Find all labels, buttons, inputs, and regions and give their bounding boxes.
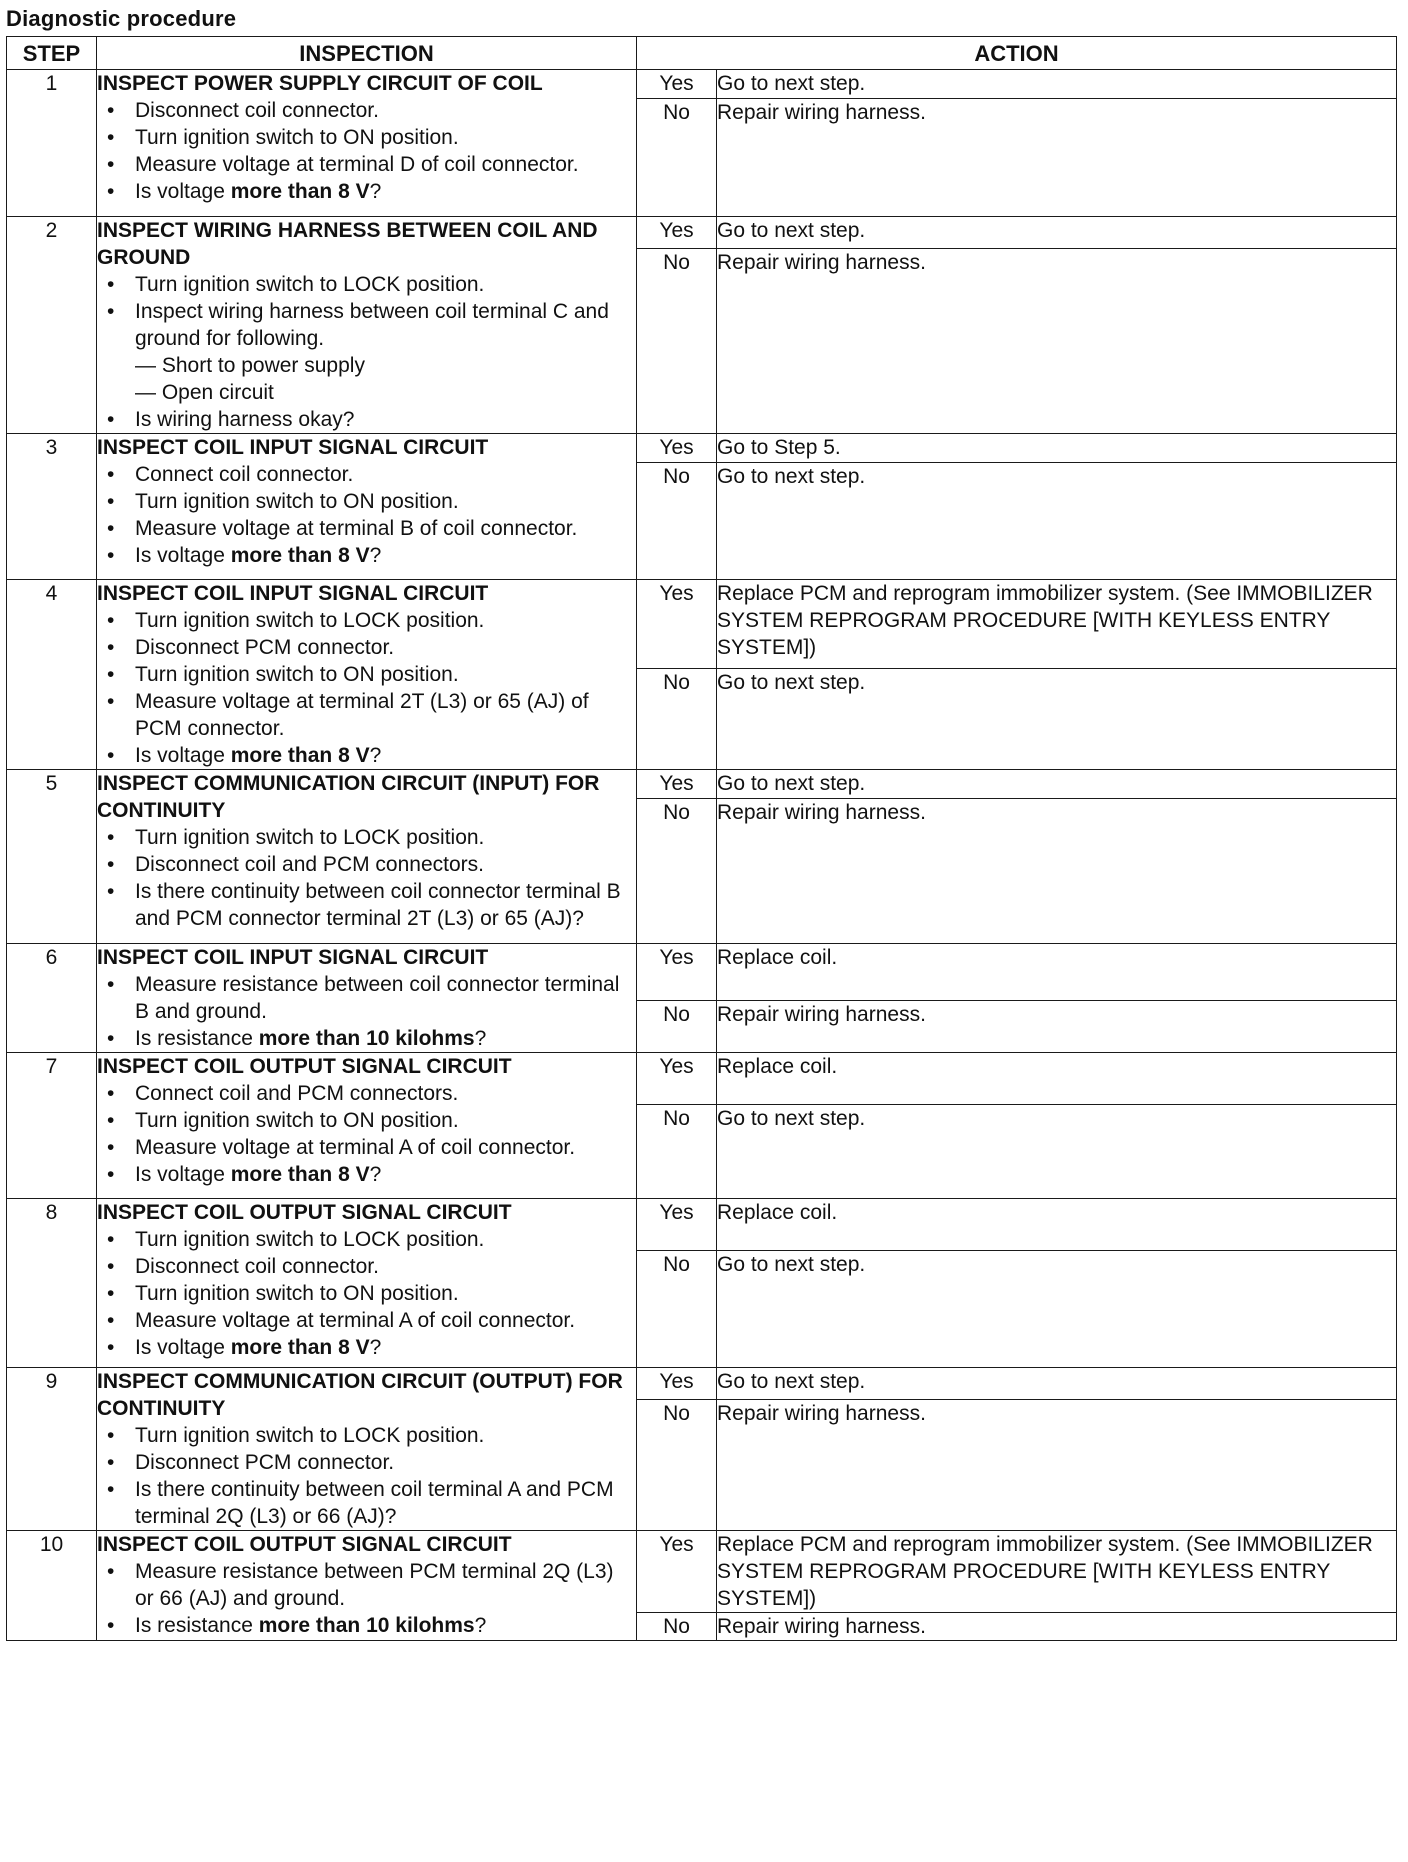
inspection-item: [97, 461, 636, 488]
no-action: Repair wiring harness.: [717, 1399, 1397, 1530]
yes-label: Yes: [637, 580, 717, 669]
inspection-item: [97, 1226, 636, 1253]
inspection-list: [97, 607, 636, 769]
table-row: [7, 434, 1397, 463]
inspection-item: [97, 271, 636, 298]
inspection-item: [97, 851, 636, 878]
inspection-title: INSPECT COMMUNICATION CIRCUIT (OUTPUT) FOR CONTINUITY: [97, 1370, 623, 1420]
item-text: Is voltage: [135, 544, 231, 567]
item-text: Is voltage: [135, 1336, 231, 1359]
inspection-cell: [97, 1199, 637, 1368]
inspection-item: [97, 515, 636, 542]
inspection-item: [97, 1107, 636, 1134]
step-number: 8: [7, 1199, 97, 1368]
inspection-list: [97, 461, 636, 569]
header-inspection: INSPECTION: [97, 37, 637, 70]
no-action: Repair wiring harness.: [717, 99, 1397, 217]
inspection-item: [97, 634, 636, 661]
no-label: No: [637, 1105, 717, 1199]
inspection-item: [97, 1161, 636, 1188]
yes-label: Yes: [637, 944, 717, 1001]
item-text: Is voltage: [135, 1163, 231, 1186]
yes-label: Yes: [637, 1531, 717, 1613]
no-action: Repair wiring harness.: [717, 1613, 1397, 1641]
yes-label: Yes: [637, 1199, 717, 1251]
no-action: Repair wiring harness.: [717, 799, 1397, 944]
item-text: Turn ignition switch to LOCK position.: [135, 826, 485, 849]
item-text: Turn ignition switch to LOCK position.: [135, 273, 485, 296]
yes-action: Replace coil.: [717, 1053, 1397, 1105]
item-text: Measure resistance between coil connector terminal B and ground.: [135, 973, 620, 1023]
inspection-cell: [97, 70, 637, 217]
item-text: Turn ignition switch to ON position.: [135, 1282, 459, 1305]
no-action: Go to next step.: [717, 1105, 1397, 1199]
inspection-title: INSPECT COIL INPUT SIGNAL CIRCUIT: [97, 946, 489, 969]
inspection-title: INSPECT COIL OUTPUT SIGNAL CIRCUIT: [97, 1055, 512, 1078]
item-text: Is there continuity between coil connector terminal B and PCM connector terminal 2T (L3) or 65 (AJ)?: [135, 880, 621, 930]
inspection-cell: [97, 580, 637, 770]
inspection-item: [97, 824, 636, 851]
item-text: Is voltage: [135, 744, 231, 767]
step-number: 7: [7, 1053, 97, 1199]
table-body: [7, 70, 1397, 1641]
item-emphasis: more than 8 V: [230, 1163, 370, 1186]
no-label: No: [637, 1251, 717, 1368]
inspection-item: [97, 124, 636, 151]
yes-label: Yes: [637, 434, 717, 463]
yes-action: Replace PCM and reprogram immobilizer system. (See IMMOBILIZER SYSTEM REPROGRAM PROCEDURE [WITH KEYLESS ENTRY SYSTEM]): [717, 580, 1397, 669]
inspection-cell: [97, 770, 637, 944]
inspection-item: [97, 1253, 636, 1280]
no-label: No: [637, 1000, 717, 1052]
yes-action: Replace PCM and reprogram immobilizer system. (See IMMOBILIZER SYSTEM REPROGRAM PROCEDURE [WITH KEYLESS ENTRY SYSTEM]): [717, 1531, 1397, 1613]
yes-action: Go to next step.: [717, 1368, 1397, 1400]
item-text: Is resistance: [135, 1027, 259, 1050]
no-action: Go to next step.: [717, 463, 1397, 580]
step-number: 6: [7, 944, 97, 1053]
item-emphasis: more than 10 kilohms: [258, 1027, 475, 1050]
no-label: No: [637, 799, 717, 944]
no-action: Go to next step.: [717, 668, 1397, 769]
item-text: Disconnect PCM connector.: [135, 1451, 395, 1474]
no-label: No: [637, 668, 717, 769]
inspection-item: [97, 1449, 636, 1476]
header-step: STEP: [7, 37, 97, 70]
no-label: No: [637, 249, 717, 434]
inspection-item: [97, 542, 636, 569]
item-text: Turn ignition switch to LOCK position.: [135, 1228, 485, 1251]
inspection-list: [97, 1558, 636, 1639]
yes-action: Go to next step.: [717, 770, 1397, 799]
no-action: Go to next step.: [717, 1251, 1397, 1368]
inspection-item: [97, 97, 636, 124]
item-text: Is voltage: [135, 180, 231, 203]
item-text: Turn ignition switch to ON position.: [135, 490, 459, 513]
item-text: Measure voltage at terminal A of coil connector.: [135, 1309, 576, 1332]
inspection-item: [97, 1080, 636, 1107]
item-emphasis: more than 10 kilohms: [258, 1614, 475, 1637]
item-text: Disconnect coil and PCM connectors.: [135, 853, 484, 876]
inspection-subitem: — Short to power supply: [135, 354, 365, 377]
inspection-item: [97, 971, 636, 1025]
inspection-item: [97, 178, 636, 205]
no-action: Repair wiring harness.: [717, 249, 1397, 434]
inspection-item: [97, 607, 636, 634]
inspection-item: [97, 1476, 636, 1530]
yes-label: Yes: [637, 70, 717, 99]
inspection-cell: [97, 944, 637, 1053]
item-text: Measure voltage at terminal 2T (L3) or 65 (AJ) of PCM connector.: [135, 690, 589, 740]
no-action: Repair wiring harness.: [717, 1000, 1397, 1052]
inspection-list: [97, 97, 636, 205]
table-row: [7, 1199, 1397, 1251]
inspection-list: [97, 271, 636, 433]
item-text: Measure voltage at terminal A of coil connector.: [135, 1136, 576, 1159]
step-number: 5: [7, 770, 97, 944]
inspection-item: [97, 688, 636, 742]
item-text: Turn ignition switch to LOCK position.: [135, 1424, 485, 1447]
item-tail: ?: [369, 544, 382, 567]
inspection-item: [97, 406, 636, 433]
item-tail: ?: [369, 744, 382, 767]
item-emphasis: more than 8 V: [230, 180, 370, 203]
item-text: Is wiring harness okay?: [135, 408, 355, 431]
inspection-title: INSPECT COIL INPUT SIGNAL CIRCUIT: [97, 436, 489, 459]
inspection-item: [97, 1280, 636, 1307]
inspection-item: [97, 1334, 636, 1361]
inspection-item: [97, 1612, 636, 1639]
inspection-title: INSPECT WIRING HARNESS BETWEEN COIL AND GROUND: [97, 219, 598, 269]
table-row: [7, 1531, 1397, 1613]
step-number: 3: [7, 434, 97, 580]
inspection-item: [97, 151, 636, 178]
yes-action: Go to next step.: [717, 70, 1397, 99]
yes-label: Yes: [637, 217, 717, 249]
table-header-row: [7, 37, 1397, 70]
inspection-list: [97, 1080, 636, 1188]
yes-action: Replace coil.: [717, 944, 1397, 1001]
item-text: Turn ignition switch to LOCK position.: [135, 609, 485, 632]
item-text: Measure voltage at terminal D of coil connector.: [135, 153, 579, 176]
step-number: 10: [7, 1531, 97, 1641]
table-row: [7, 580, 1397, 669]
inspection-list: [97, 824, 636, 932]
item-text: Inspect wiring harness between coil terminal C and ground for following.: [135, 300, 609, 350]
item-text: Measure voltage at terminal B of coil connector.: [135, 517, 578, 540]
header-action: ACTION: [637, 37, 1397, 70]
step-number: 2: [7, 217, 97, 434]
page-title: Diagnostic procedure: [6, 6, 237, 31]
inspection-item: [97, 1307, 636, 1334]
item-tail: ?: [369, 1163, 382, 1186]
table-row: [7, 944, 1397, 1001]
inspection-cell: [97, 1368, 637, 1531]
item-emphasis: more than 8 V: [230, 744, 370, 767]
inspection-title: INSPECT COMMUNICATION CIRCUIT (INPUT) FOR CONTINUITY: [97, 772, 600, 822]
table-row: [7, 1053, 1397, 1105]
item-text: Turn ignition switch to ON position.: [135, 126, 459, 149]
item-text: Turn ignition switch to ON position.: [135, 663, 459, 686]
inspection-list: [97, 971, 636, 1052]
inspection-title: INSPECT POWER SUPPLY CIRCUIT OF COIL: [97, 72, 543, 95]
inspection-item: [97, 1134, 636, 1161]
yes-label: Yes: [637, 770, 717, 799]
no-label: No: [637, 463, 717, 580]
item-text: Disconnect coil connector.: [135, 99, 379, 122]
inspection-item: [97, 878, 636, 932]
item-tail: ?: [369, 180, 382, 203]
item-text: Is there continuity between coil terminal A and PCM terminal 2Q (L3) or 66 (AJ)?: [135, 1478, 614, 1528]
item-tail: ?: [474, 1614, 487, 1637]
no-label: No: [637, 1399, 717, 1530]
step-number: 4: [7, 580, 97, 770]
inspection-cell: [97, 1531, 637, 1641]
item-tail: ?: [369, 1336, 382, 1359]
item-text: Disconnect PCM connector.: [135, 636, 395, 659]
inspection-item: [97, 1025, 636, 1052]
inspection-item: [97, 742, 636, 769]
inspection-cell: [97, 434, 637, 580]
item-text: Turn ignition switch to ON position.: [135, 1109, 459, 1132]
inspection-item: [97, 661, 636, 688]
no-label: No: [637, 1613, 717, 1641]
item-text: Disconnect coil connector.: [135, 1255, 379, 1278]
inspection-item: [97, 488, 636, 515]
item-text: Is resistance: [135, 1614, 259, 1637]
inspection-title: INSPECT COIL INPUT SIGNAL CIRCUIT: [97, 582, 489, 605]
no-label: No: [637, 99, 717, 217]
inspection-list: [97, 1226, 636, 1361]
table-row: [7, 70, 1397, 99]
inspection-cell: [97, 1053, 637, 1199]
yes-action: Go to Step 5.: [717, 434, 1397, 463]
item-emphasis: more than 8 V: [230, 544, 370, 567]
inspection-title: INSPECT COIL OUTPUT SIGNAL CIRCUIT: [97, 1533, 512, 1556]
inspection-item: [97, 1558, 636, 1612]
yes-action: Replace coil.: [717, 1199, 1397, 1251]
inspection-cell: [97, 217, 637, 434]
item-text: Connect coil and PCM connectors.: [135, 1082, 459, 1105]
step-number: 9: [7, 1368, 97, 1531]
step-number: 1: [7, 70, 97, 217]
table-row: [7, 770, 1397, 799]
inspection-title: INSPECT COIL OUTPUT SIGNAL CIRCUIT: [97, 1201, 512, 1224]
inspection-subitem: — Open circuit: [135, 381, 274, 404]
inspection-list: [97, 1422, 636, 1530]
inspection-item: [97, 1422, 636, 1449]
item-emphasis: more than 8 V: [230, 1336, 370, 1359]
table-row: [7, 217, 1397, 249]
diagnostic-table: [6, 36, 1397, 1641]
table-row: [7, 1368, 1397, 1400]
yes-action: Go to next step.: [717, 217, 1397, 249]
yes-label: Yes: [637, 1368, 717, 1400]
item-text: Connect coil connector.: [135, 463, 354, 486]
item-tail: ?: [474, 1027, 487, 1050]
item-text: Measure resistance between PCM terminal 2Q (L3) or 66 (AJ) and ground.: [135, 1560, 614, 1610]
yes-label: Yes: [637, 1053, 717, 1105]
inspection-item: [97, 298, 636, 406]
